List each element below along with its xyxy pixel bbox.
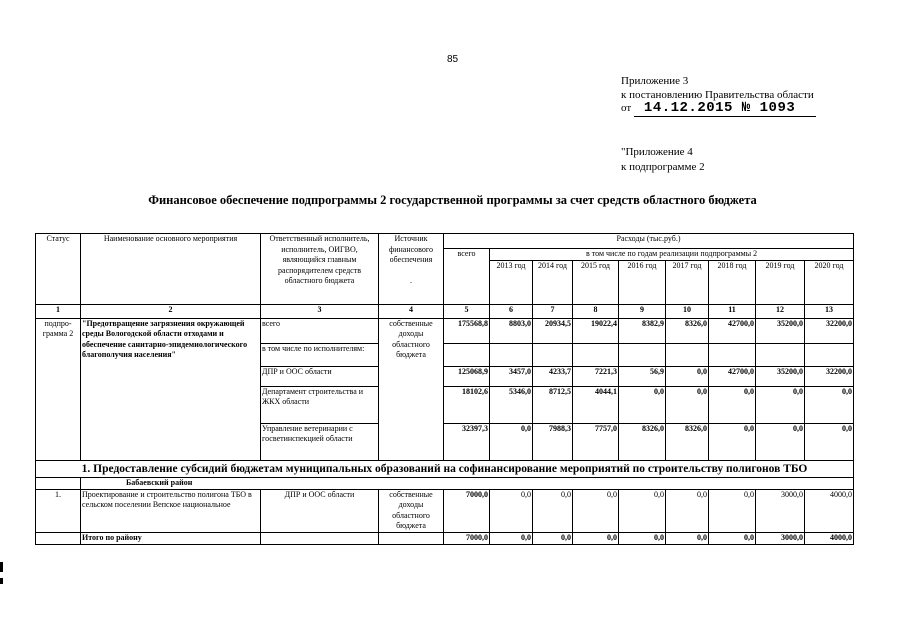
value-cell: 3000,0: [756, 489, 805, 532]
subprogram-row-total: [36, 318, 854, 343]
header-source-text: Источник финансового обеспечения: [389, 234, 433, 264]
value-cell: [444, 343, 490, 366]
column-number: 9: [619, 304, 666, 318]
value-cell: 0,0: [533, 532, 573, 544]
value-cell: 4044,1: [573, 386, 619, 423]
district-row: [36, 477, 854, 489]
handwritten-date-number: 14.12.2015 № 1093: [634, 100, 816, 117]
executor-cell: в том числе по исполнителям:: [261, 343, 379, 366]
value-cell: [709, 343, 756, 366]
value-cell: [573, 343, 619, 366]
column-number: 6: [490, 304, 533, 318]
value-cell: 4233,7: [533, 366, 573, 386]
item-number: 1.: [36, 489, 81, 532]
value-cell: 0,0: [666, 489, 709, 532]
value-cell: [666, 343, 709, 366]
value-cell: 0,0: [666, 386, 709, 423]
column-number: 13: [805, 304, 854, 318]
column-number: 4: [379, 304, 444, 318]
value-cell: [805, 343, 854, 366]
header-status: Статус: [36, 234, 81, 305]
value-cell: 0,0: [709, 423, 756, 460]
district-name: Бабаевский район: [81, 477, 854, 489]
value-cell: 0,0: [573, 489, 619, 532]
appendix-line-2: к постановлению Правительства области: [621, 89, 814, 101]
item-executor: ДПР и ООС области: [261, 489, 379, 532]
header-year: 2013 год: [490, 260, 533, 304]
value-cell: 7000,0: [444, 532, 490, 544]
header-total: всего: [444, 249, 490, 305]
value-cell: 0,0: [756, 386, 805, 423]
column-number: 1: [36, 304, 81, 318]
value-cell: 32200,0: [805, 366, 854, 386]
value-cell: 0,0: [533, 489, 573, 532]
header-year: 2016 год: [619, 260, 666, 304]
item-name: Проектирование и строительство полигона ТБО в сельском поселении Вепское национальное: [81, 489, 261, 532]
value-cell: 19022,4: [573, 318, 619, 343]
value-cell: 7988,3: [533, 423, 573, 460]
subprogram-name: "Предотвращение загрязнения окружающей среды Вологодской области отходами и обеспечение санитарно-эпидемиологического благополучия населения": [81, 318, 261, 460]
value-cell: 8803,0: [490, 318, 533, 343]
appendix-date-prefix: от: [621, 102, 632, 114]
value-cell: 3457,0: [490, 366, 533, 386]
value-cell: 35200,0: [756, 318, 805, 343]
value-cell: 7757,0: [573, 423, 619, 460]
column-number: 2: [81, 304, 261, 318]
header-name: Наименование основного мероприятия: [81, 234, 261, 305]
header-expenses: Расходы (тыс.руб.): [444, 234, 854, 249]
value-cell: 0,0: [666, 532, 709, 544]
value-cell: 0,0: [709, 386, 756, 423]
executor-cell: всего: [261, 318, 379, 343]
column-number: 11: [709, 304, 756, 318]
appendix2-line-2: к подпрограмме 2: [621, 161, 705, 173]
value-cell: 35200,0: [756, 366, 805, 386]
appendix-line-1: Приложение 3: [621, 75, 689, 87]
column-number: 3: [261, 304, 379, 318]
item-source: собственные доходы областного бюджета: [379, 489, 444, 532]
district-total-label: Итого по району: [81, 532, 261, 544]
value-cell: 56,9: [619, 366, 666, 386]
header-source-dot: .: [410, 276, 412, 285]
scan-edge-mark: [0, 578, 3, 584]
appendix2-line-1: "Приложение 4: [621, 146, 693, 158]
subprogram-status: подпро-грамма 2: [36, 318, 81, 460]
header-source: [379, 234, 444, 305]
executor-cell: Департамент строительства и ЖКХ области: [261, 386, 379, 423]
value-cell: 5346,0: [490, 386, 533, 423]
district-total-row: [36, 532, 854, 544]
value-cell: 0,0: [619, 489, 666, 532]
value-cell: 0,0: [805, 386, 854, 423]
column-numbers-row: [36, 304, 854, 318]
column-number: 8: [573, 304, 619, 318]
subprogram-source: собственные доходы областного бюджета: [379, 318, 444, 460]
value-cell: 0,0: [490, 532, 533, 544]
value-cell: 8326,0: [666, 318, 709, 343]
district-empty-cell: [36, 477, 81, 489]
value-cell: 0,0: [490, 423, 533, 460]
column-number: 7: [533, 304, 573, 318]
value-cell: 32200,0: [805, 318, 854, 343]
column-number: 12: [756, 304, 805, 318]
section-title: 1. Предоставление субсидий бюджетам муниципальных образований на софинансирование мероприятий по строительству полигонов ТБО: [36, 460, 854, 477]
value-cell: 125068,9: [444, 366, 490, 386]
header-by-years: в том числе по годам реализации подпрограммы 2: [490, 249, 854, 261]
value-cell: 18102,6: [444, 386, 490, 423]
value-cell: 20934,5: [533, 318, 573, 343]
document-title: Финансовое обеспечение подпрограммы 2 государственной программы за счет средств областного бюджета: [148, 193, 757, 207]
header-year: 2015 год: [573, 260, 619, 304]
value-cell: 0,0: [666, 366, 709, 386]
value-cell: 0,0: [756, 423, 805, 460]
value-cell: 8382,9: [619, 318, 666, 343]
value-cell: 42700,0: [709, 318, 756, 343]
header-year: 2014 год: [533, 260, 573, 304]
appendix-date-line: [621, 100, 816, 117]
value-cell: 8326,0: [619, 423, 666, 460]
value-cell: 8712,5: [533, 386, 573, 423]
financing-table: [35, 233, 854, 545]
value-cell: 0,0: [709, 532, 756, 544]
page-number: 85: [447, 54, 459, 65]
header-row-1: [36, 234, 854, 249]
value-cell: 0,0: [573, 532, 619, 544]
value-cell: [490, 343, 533, 366]
value-cell: 0,0: [490, 489, 533, 532]
value-cell: [533, 343, 573, 366]
value-cell: 32397,3: [444, 423, 490, 460]
header-year: 2019 год: [756, 260, 805, 304]
item-row: [36, 489, 854, 532]
value-cell: 0,0: [805, 423, 854, 460]
value-cell: [619, 343, 666, 366]
value-cell: 0,0: [619, 386, 666, 423]
value-cell: 7000,0: [444, 489, 490, 532]
value-cell: 8326,0: [666, 423, 709, 460]
value-cell: 0,0: [619, 532, 666, 544]
value-cell: 4000,0: [805, 532, 854, 544]
header-year: 2020 год: [805, 260, 854, 304]
value-cell: 7221,3: [573, 366, 619, 386]
value-cell: 4000,0: [805, 489, 854, 532]
value-cell: 0,0: [709, 489, 756, 532]
scan-edge-mark: [0, 562, 3, 572]
header-year: 2017 год: [666, 260, 709, 304]
section-title-row: [36, 460, 854, 477]
value-cell: [756, 343, 805, 366]
value-cell: 3000,0: [756, 532, 805, 544]
total-empty-cell: [261, 532, 379, 544]
column-number: 10: [666, 304, 709, 318]
column-number: 5: [444, 304, 490, 318]
value-cell: 175568,8: [444, 318, 490, 343]
value-cell: 42700,0: [709, 366, 756, 386]
header-executor: Ответственный исполнитель, исполнитель, ОИГВО, являющийся главным распорядителем средств областного бюджета: [261, 234, 379, 305]
executor-cell: Управление ветеринарии с госветинспекцией области: [261, 423, 379, 460]
header-year: 2018 год: [709, 260, 756, 304]
executor-cell: ДПР и ООС области: [261, 366, 379, 386]
total-empty-cell: [379, 532, 444, 544]
total-empty-cell: [36, 532, 81, 544]
